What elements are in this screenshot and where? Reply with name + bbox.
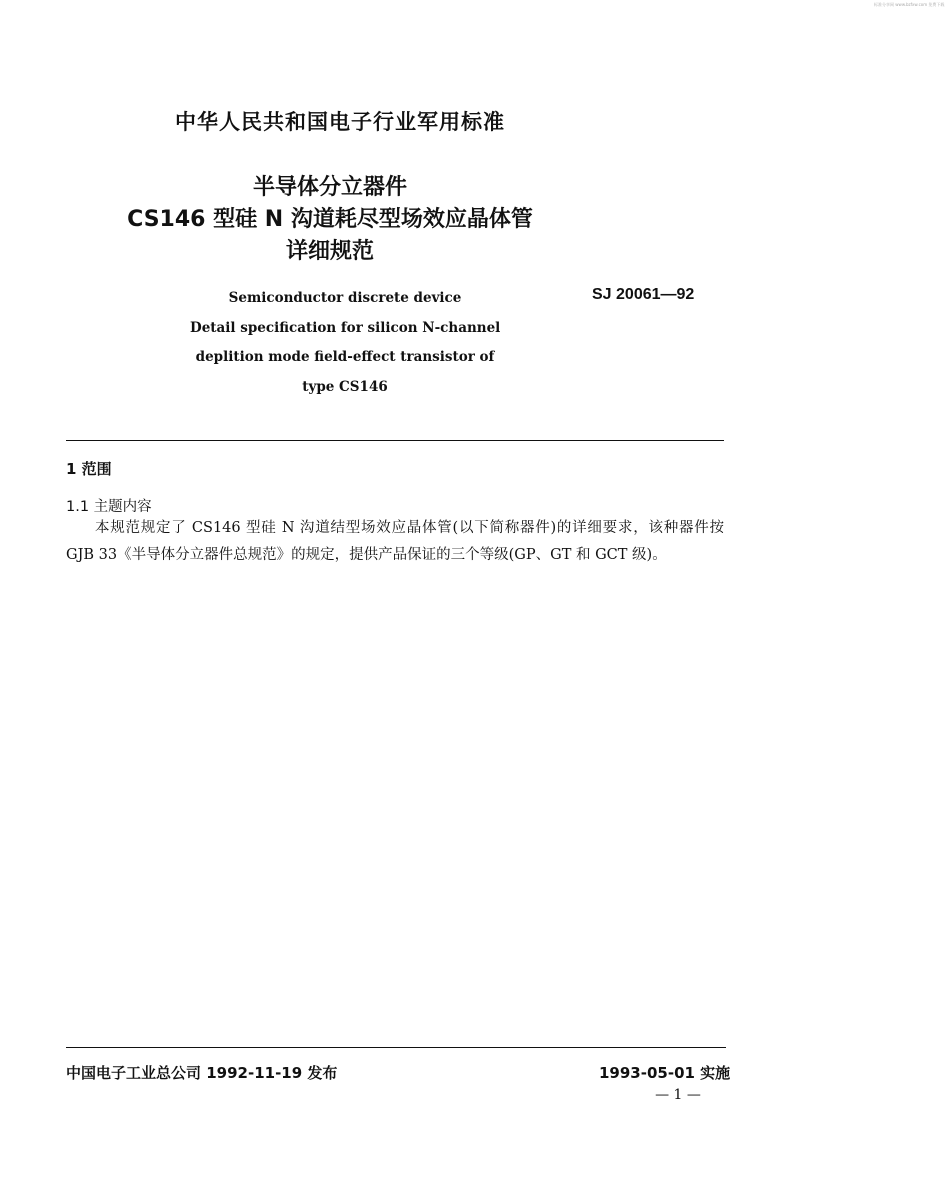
standard-number: SJ 20061—92 — [592, 286, 695, 303]
english-title-line-3: deplition mode field-effect transistor of — [195, 349, 495, 365]
effective-date: 1993-05-01 实施 — [599, 1064, 731, 1082]
document-title — [120, 172, 540, 268]
english-title — [190, 284, 500, 402]
title-line-3: 详细规范 — [285, 239, 374, 264]
footer-divider — [66, 1047, 726, 1048]
header-divider — [66, 440, 724, 441]
english-title-line-2: Detail specification for silicon N-channel — [190, 319, 501, 336]
title-line-2: CS146 型硅 N 沟道耗尽型场效应晶体管 — [127, 207, 533, 232]
english-title-line-4: type CS146 — [302, 378, 388, 395]
section-heading-scope: 1 范围 — [66, 460, 112, 478]
page-number: — 1 — — [655, 1087, 701, 1103]
issue-info: 中国电子工业总公司 1992-11-19 发布 — [66, 1064, 338, 1082]
english-title-line-1: Semiconductor discrete device — [228, 290, 462, 306]
watermark-text: 标准分享网 www.bzfxw.com 免费下载 — [874, 2, 945, 7]
title-line-1: 半导体分立器件 — [252, 175, 407, 200]
org-standard-title: 中华人民共和国电子行业军用标准 — [175, 110, 505, 134]
subsection-heading-content: 1.1 主题内容 — [66, 499, 152, 515]
scope-paragraph: 本规范规定了 CS146 型硅 N 沟道结型场效应晶体管(以下简称器件)的详细要求，该种器件按 GJB 33《半导体分立器件总规范》的规定，提供产品保证的三个等级(GP、GT 和 GCT 级)。 — [66, 520, 724, 563]
